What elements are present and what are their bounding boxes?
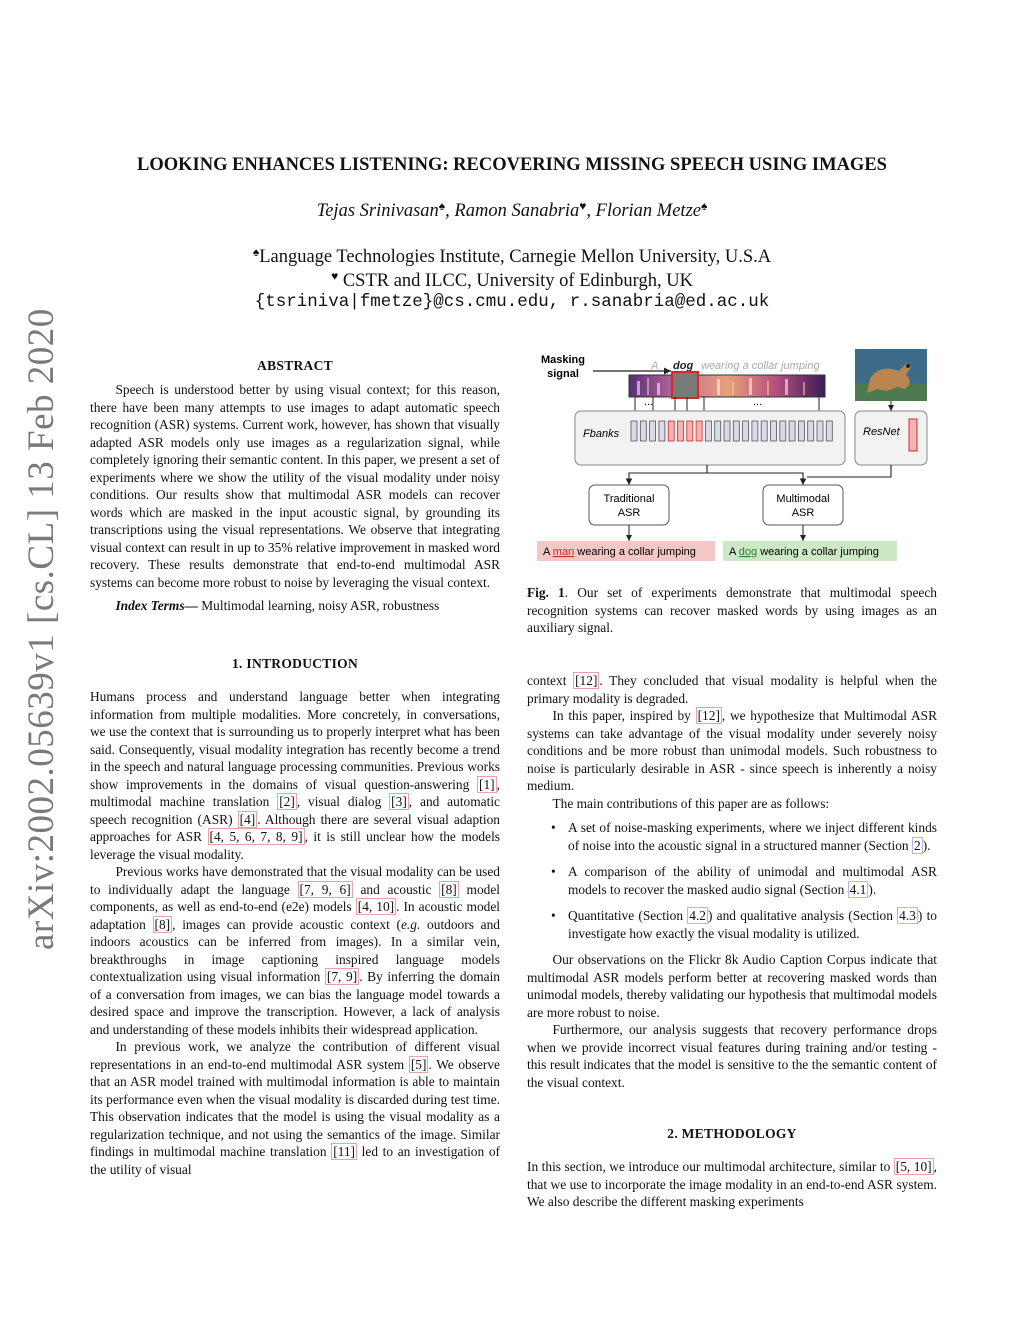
sentence-rest: wearing a collar jumping bbox=[701, 360, 820, 372]
multimodal-asr-label-2: ASR bbox=[791, 507, 815, 519]
section-link[interactable]: 2 bbox=[913, 837, 921, 853]
affiliation-text: Language Technologies Institute, Carnegie Mellon University, U.S.A bbox=[259, 247, 772, 267]
abstract bbox=[90, 381, 500, 615]
mask-region bbox=[672, 372, 698, 398]
list-item: • Quantitative (Section 4.2 ) and qualitative analysis (Section 4.3 ) to investigate how exactly the visual modality is utilized. bbox=[551, 908, 937, 941]
citation-link[interactable]: [8] bbox=[154, 916, 171, 932]
intro-paragraph-4: context [12] . They concluded that visual modality is helpful when the primary modality is degraded. bbox=[527, 673, 938, 706]
affiliation-cmu bbox=[60, 245, 964, 268]
affiliation-mark: ♠ bbox=[700, 199, 708, 213]
paper-title: LOOKING ENHANCES LISTENING: RECOVERING MISSING SPEECH USING IMAGES bbox=[137, 155, 887, 175]
index-terms-label: Index Terms— bbox=[115, 598, 198, 613]
citation-link[interactable]: [1] bbox=[479, 776, 495, 792]
abstract-heading: ABSTRACT bbox=[257, 358, 333, 373]
intro-heading: 1. INTRODUCTION bbox=[231, 656, 358, 671]
figure-1-caption bbox=[527, 584, 937, 637]
resnet-feature-vector bbox=[909, 419, 917, 451]
affiliation-mark: ♠ bbox=[252, 245, 260, 259]
methodology-text bbox=[527, 1158, 937, 1211]
citation-link[interactable]: [12] bbox=[697, 708, 720, 723]
citation-link[interactable]: [2] bbox=[279, 794, 295, 809]
fbank-bar bbox=[659, 421, 665, 441]
author-name: Ramon Sanabria bbox=[454, 201, 580, 221]
traditional-asr-label-1: Traditional bbox=[603, 493, 655, 505]
affiliation-mark: ♠ bbox=[438, 199, 446, 213]
arxiv-stamp: arXiv:2002.05639v1 [cs.CL] 13 Feb 2020 bbox=[21, 308, 62, 950]
fbank-bar-masked bbox=[668, 421, 674, 441]
sentence-word-a: A bbox=[651, 360, 659, 372]
traditional-asr-box bbox=[589, 485, 669, 525]
citation-link[interactable]: [4] bbox=[239, 811, 256, 827]
methodology-paragraph-1: In this section, we introduce our multimodal architecture, similar to [5, 10] , that we use to incorporate the image modality in an end-to-end ASR system. We also describe the different masking experiments bbox=[527, 1159, 938, 1209]
fbank-bar bbox=[650, 421, 656, 441]
fbank-bar bbox=[826, 421, 832, 441]
correct-word: dog bbox=[738, 546, 758, 558]
index-terms-text: Multimodal learning, noisy ASR, robustness bbox=[197, 598, 440, 613]
masking-label-2: signal bbox=[547, 368, 579, 380]
fbank-bar bbox=[771, 421, 777, 441]
output-traditional-text: A man wearing a collar jumping bbox=[543, 546, 696, 558]
fbank-bar-masked bbox=[687, 421, 693, 441]
fbank-bar bbox=[780, 421, 786, 441]
fbank-bar bbox=[705, 421, 711, 441]
traditional-asr-label-2: ASR bbox=[617, 507, 641, 519]
intro-paragraph-7: Our observations on the Flickr 8k Audio Caption Corpus indicate that multimodal ASR models perform better at recovering masked words than unimodal models, thereby validating our hypothesis that multimodal models are more robust to noise. bbox=[527, 952, 937, 1020]
list-item: • A set of noise-masking experiments, where we inject different kinds of noise into the acoustic signal in a structured manner (Section 2 ). bbox=[551, 820, 937, 853]
fbanks-label: Fbanks bbox=[583, 428, 620, 440]
fbank-bar bbox=[640, 421, 646, 441]
fbank-bar bbox=[761, 421, 767, 441]
section-link[interactable]: 4.1 bbox=[849, 881, 867, 897]
methodology-heading: 2. METHODOLOGY bbox=[667, 1126, 797, 1141]
citation-link[interactable]: [3] bbox=[391, 794, 407, 809]
multimodal-asr-label-1: Multimodal bbox=[776, 493, 830, 505]
citation-link[interactable]: [8] bbox=[441, 881, 457, 897]
fbank-bar bbox=[724, 421, 730, 441]
figure-1 bbox=[527, 345, 937, 575]
index-terms bbox=[90, 597, 500, 615]
fbank-bar bbox=[789, 421, 795, 441]
intro-left-column bbox=[90, 688, 500, 1178]
section-link[interactable]: 4.3 bbox=[899, 908, 916, 923]
intro-paragraph-5: In this paper, inspired by [12] , we hypothesize that Multimodal ASR systems can take advantage of the visual modality under severely noisy conditions and be more robust than unimodal models. Such robustness to noise is particularly desirable in ASR - since speech is inherently a noisy medium. bbox=[527, 708, 937, 793]
fbank-bar-masked bbox=[696, 421, 702, 441]
citation-link[interactable]: [4, 5, 6, 7, 8, 9] bbox=[209, 829, 303, 844]
citation-link[interactable]: [7, 9, 6] bbox=[299, 881, 351, 897]
masking-label-1: Masking bbox=[540, 354, 586, 366]
fbank-bar bbox=[808, 421, 814, 441]
author-list: Tejas Srinivasan♠, Ramon Sanabria♥, Florian Metze♠ bbox=[316, 199, 708, 221]
contribution-list bbox=[527, 819, 937, 942]
intro-paragraph-3: In previous work, we analyze the contribution of different visual representations in an end-to-end multimodal ASR system [5] . We observe that an ASR model trained with multimodal information is able to maintain its performance even when the visual modality is discarded during test time. This observation indicates that the model is using the visual modality as a regularization technique, and not using the semantics of the image. Similar findings in multimodal machine translation [11] led to an investigation of the utility of visual bbox=[90, 1039, 501, 1177]
sentence-masked-word: dog bbox=[673, 360, 694, 372]
citation-link[interactable]: [5] bbox=[410, 1056, 427, 1072]
ellipsis-right: ... bbox=[753, 396, 763, 408]
section-link[interactable]: 4.2 bbox=[689, 908, 706, 923]
fbank-bar bbox=[715, 421, 721, 441]
dog-image bbox=[855, 349, 927, 401]
intro-paragraph-1: Humans process and understand language better when integrating information from multiple modalities. More concretely, in conversations, we use the context that is surrounding us to properly interpret what has been said. Consequently, visual modality integration has recently become a trend in the speech and natural language processing communities. Previous works show improvements in the domains of visual question-answering [1] , multimodal machine translation [2] , visual dialog [3] , and automatic speech recognition (ASR) [4] . Although there are several visual adaption approaches for ASR [4, 5, 6, 7, 8, 9] , it is still unclear how the models leverage the visual modality. bbox=[90, 689, 500, 862]
abstract-text: Speech is understood better by using visual context; for this reason, there have been many attempts to use images to adapt automatic speech recognition (ASR) systems. Current work, however, has shown that visually adapted ASR models only use images as a regularization signal, while completely ignoring their semantic content. In this paper, we present a set of experiments where we show the utility of the visual modality under noisy conditions. Our results show that multimodal ASR models can recover words which are masked in the input acoustic signal, by grounding its transcriptions using the visual representations. We observe that integrating visual context can result in up to 35% relative improvement in masked word recovery. These results demonstrate that end-to-end multimodal ASR systems can become more robust to noise by leveraging the visual context. bbox=[90, 382, 500, 590]
intro-paragraph-6: The main contributions of this paper are as follows: bbox=[552, 795, 830, 811]
output-multimodal-text: A dog wearing a collar jumping bbox=[729, 546, 879, 558]
citation-link[interactable]: [5, 10] bbox=[895, 1159, 932, 1174]
intro-paragraph-2: Previous works have demonstrated that the visual modality can be used to individually adapt the language [7, 9, 6] and acoustic [8] model components, as well as end-to-end (e2e) models [4, 10] . In acoustic model adaptation [8] , images can provide acoustic context (e.g. outdoors and indoors acoustics can be inferred from images). In a similar vein, breakthroughs in image captioning inspired language models contextualization using visual information [7, 9] . By inferring the domain of a conversation from images, we can bias the language model towards a desired space and improve the transcription. However, a lack of analysis and understanding of these models inhibits their widespread application. bbox=[90, 864, 501, 1037]
fbank-bar bbox=[817, 421, 823, 441]
affiliation-edinburgh bbox=[60, 269, 964, 292]
wrong-word: man bbox=[552, 546, 575, 558]
intro-right-column bbox=[527, 672, 937, 1091]
ellipsis-left: ... bbox=[644, 396, 654, 408]
citation-link[interactable]: [7, 9] bbox=[326, 969, 358, 984]
fbank-bar bbox=[798, 421, 804, 441]
affiliation-mark: ♥ bbox=[331, 269, 339, 283]
multimodal-asr-box bbox=[763, 485, 843, 525]
fbank-bar bbox=[752, 421, 758, 441]
citation-link[interactable]: [12] bbox=[575, 673, 598, 688]
fbank-bar bbox=[631, 421, 637, 441]
author-emails: {tsriniva|fmetze}@cs.cmu.edu, r.sanabria@ed.ac.uk bbox=[254, 292, 770, 312]
citation-link[interactable]: [4, 10] bbox=[357, 899, 395, 914]
list-item: • A comparison of the ability of unimodal and multimodal ASR models to recover the masked audio signal (Section 4.1 ). bbox=[551, 864, 937, 897]
author-name: Florian Metze bbox=[595, 201, 701, 221]
citation-link[interactable]: [11] bbox=[333, 1144, 355, 1159]
affiliation-text: CSTR and ILCC, University of Edinburgh, UK bbox=[338, 271, 693, 291]
author-name: Tejas Srinivasan bbox=[316, 201, 439, 221]
fbank-bar bbox=[733, 421, 739, 441]
caption-text: . Our set of experiments demonstrate that multimodal speech recognition systems can recover masked words by using images as an auxiliary signal. bbox=[527, 585, 937, 635]
affiliation-mark: ♥ bbox=[579, 199, 587, 213]
resnet-label: ResNet bbox=[863, 426, 900, 438]
figure-label: Fig. 1 bbox=[527, 585, 565, 600]
fbank-bar bbox=[743, 421, 749, 441]
figure-1-diagram bbox=[527, 345, 937, 575]
intro-paragraph-8: Furthermore, our analysis suggests that recovery performance drops when we provide incorrect visual features during training and/or testing - this result indicates that the model is sensitive to the the semantic content of the visual context. bbox=[527, 1022, 937, 1090]
fbank-bar-masked bbox=[678, 421, 684, 441]
